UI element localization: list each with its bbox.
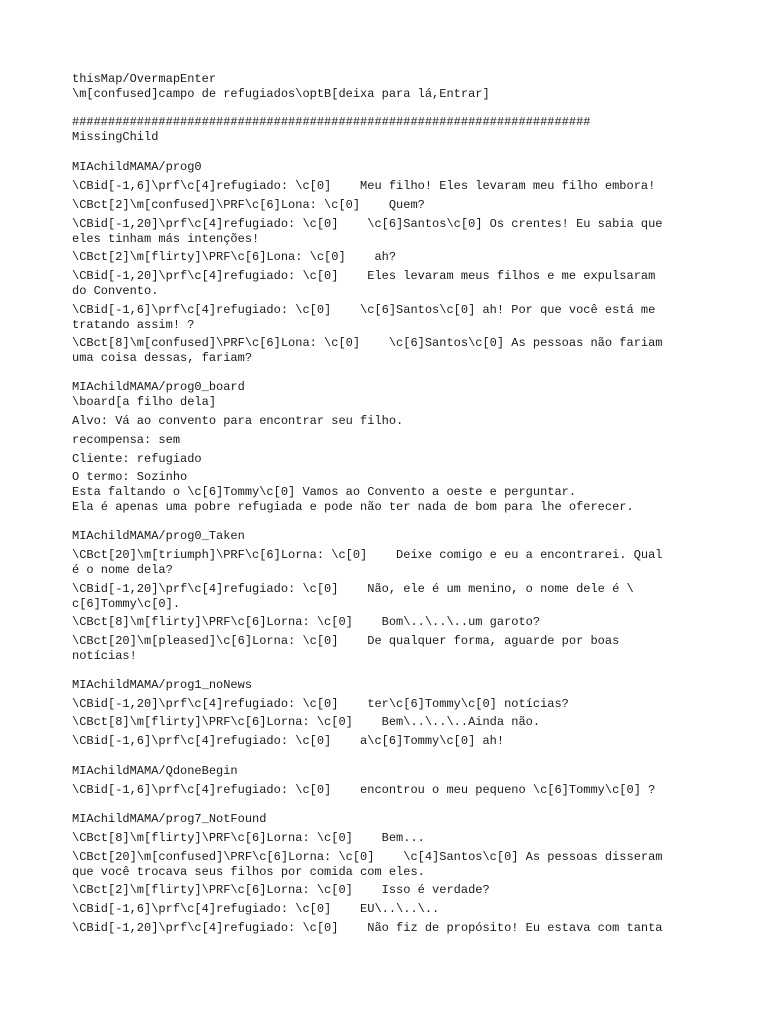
text-line: \CBid[-1,6]\prf\c[4]refugiado: \c[0] encontrou o meu pequeno \c[6]Tommy\c[0] ? [72,783,656,797]
text-line: MIAchildMAMA/prog0 [72,160,202,174]
text-line: do Convento. [72,284,159,298]
text-line: c[6]Tommy\c[0]. [72,597,181,611]
text-line: Alvo: Vá ao convento para encontrar seu filho. [72,414,404,428]
text-line: \CBid[-1,6]\prf\c[4]refugiado: \c[0] Meu filho! Eles levaram meu filho embora! [72,179,656,193]
text-line: \CBid[-1,6]\prf\c[4]refugiado: \c[0] a\c[6]Tommy\c[0] ah! [72,734,505,748]
text-line: \CBct[20]\m[confused]\PRF\c[6]Lorna: \c[0] \c[4]Santos\c[0] As pessoas disseram [72,850,663,864]
text-line: uma coisa dessas, fariam? [72,351,253,365]
text-line: Esta faltando o \c[6]Tommy\c[0] Vamos ao Convento a oeste e perguntar. [72,485,577,499]
text-line: tratando assim! ? [72,318,195,332]
text-line: MIAchildMAMA/prog7_NotFound [72,812,267,826]
text-line: recompensa: sem [72,433,181,447]
text-line: \board[a filho dela] [72,395,217,409]
text-line: \CBct[8]\m[flirty]\PRF\c[6]Lorna: \c[0] Bem... [72,831,425,845]
text-line: \CBid[-1,6]\prf\c[4]refugiado: \c[0] \c[6]Santos\c[0] ah! Por que você está me [72,303,656,317]
text-line: O termo: Sozinho [72,470,188,484]
text-line: \CBct[2]\m[confused]\PRF\c[6]Lona: \c[0] Quem? [72,198,425,212]
text-line: \CBid[-1,20]\prf\c[4]refugiado: \c[0] \c[6]Santos\c[0] Os crentes! Eu sabia que [72,217,663,231]
text-line: \CBid[-1,20]\prf\c[4]refugiado: \c[0] Eles levaram meus filhos e me expulsaram [72,269,656,283]
text-line: \CBid[-1,20]\prf\c[4]refugiado: \c[0] Não, ele é um menino, o nome dele é \ [72,582,634,596]
text-line: notícias! [72,649,137,663]
text-line: \CBct[8]\m[flirty]\PRF\c[6]Lorna: \c[0] Bom\..\..\..um garoto? [72,615,541,629]
text-line: MIAchildMAMA/prog0_board [72,380,245,394]
text-line: \CBct[8]\m[confused]\PRF\c[6]Lona: \c[0] \c[6]Santos\c[0] As pessoas não fariam [72,336,663,350]
text-line: Ela é apenas uma pobre refugiada e pode não ter nada de bom para lhe oferecer. [72,500,634,514]
text-line: MIAchildMAMA/prog0_Taken [72,529,245,543]
text-line: \m[confused]campo de refugiados\optB[deixa para lá,Entrar] [72,87,490,101]
text-line: \CBct[2]\m[flirty]\PRF\c[6]Lona: \c[0] ah? [72,250,397,264]
text-line: \CBid[-1,20]\prf\c[4]refugiado: \c[0] Não fiz de propósito! Eu estava com tanta [72,921,663,935]
text-line: thisMap/OvermapEnter [72,72,217,86]
text-line: \CBid[-1,6]\prf\c[4]refugiado: \c[0] EU\..\..\.. [72,902,440,916]
text-line: \CBct[2]\m[flirty]\PRF\c[6]Lorna: \c[0] Isso é verdade? [72,883,490,897]
text-line: \CBid[-1,20]\prf\c[4]refugiado: \c[0] ter\c[6]Tommy\c[0] notícias? [72,697,569,711]
text-line: eles tinham más intenções! [72,232,260,246]
text-line: \CBct[20]\m[triumph]\PRF\c[6]Lorna: \c[0] Deixe comigo e eu a encontrarei. Qual [72,548,663,562]
text-line: \CBct[8]\m[flirty]\PRF\c[6]Lorna: \c[0] Bem\..\..\..Ainda não. [72,715,541,729]
text-line: MIAchildMAMA/QdoneBegin [72,764,238,778]
text-line: é o nome dela? [72,563,173,577]
text-line: MissingChild [72,130,159,144]
text-line: \CBct[20]\m[pleased]\c[6]Lorna: \c[0] De qualquer forma, aguarde por boas [72,634,620,648]
text-line: Cliente: refugiado [72,452,202,466]
text-line: MIAchildMAMA/prog1_noNews [72,678,253,692]
text-line: ######################################################################## [72,115,591,129]
text-line: que você trocava seus filhos por comida com eles. [72,865,425,879]
